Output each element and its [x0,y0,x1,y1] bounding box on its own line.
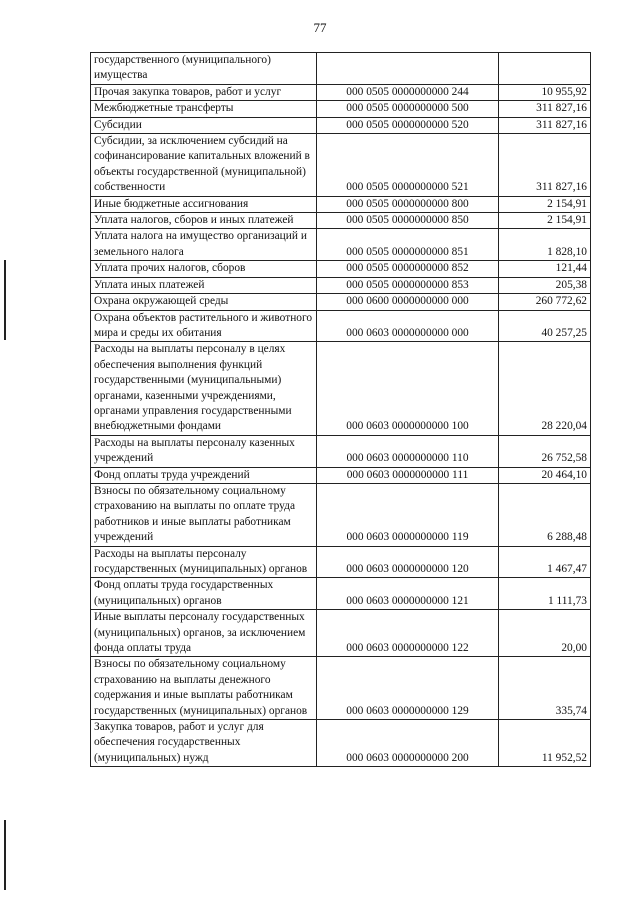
row-code: 000 0603 0000000000 000 [317,310,499,342]
row-name: Расходы на выплаты персоналу государственных (муниципальных) органов [91,546,317,578]
row-code: 000 0603 0000000000 200 [317,720,499,767]
row-code: 000 0505 0000000000 852 [317,261,499,277]
table-row [91,720,591,767]
table-row [91,53,591,85]
table-row [91,84,591,100]
row-name: Иные выплаты персоналу государственных (муниципальных) органов, за исключением фонда оплаты труда [91,610,317,657]
row-sum [499,53,591,85]
row-sum: 1 467,47 [499,546,591,578]
table-row [91,196,591,212]
page-number: 77 [313,20,327,35]
row-sum: 10 955,92 [499,84,591,100]
table-row [91,213,591,229]
row-name: Субсидии, за исключением субсидий на софинансирование капитальных вложений в объекты государственной (муниципальной) собственности [91,134,317,197]
scan-edge-mark [4,260,6,340]
table-row [91,261,591,277]
row-sum: 2 154,91 [499,196,591,212]
row-code: 000 0603 0000000000 110 [317,435,499,467]
row-code: 000 0603 0000000000 119 [317,483,499,546]
row-code: 000 0603 0000000000 120 [317,546,499,578]
row-name: Закупка товаров, работ и услуг для обеспечения государственных (муниципальных) нужд [91,720,317,767]
row-sum: 335,74 [499,657,591,720]
row-code: 000 0505 0000000000 520 [317,117,499,133]
row-code: 000 0603 0000000000 122 [317,610,499,657]
row-code: 000 0603 0000000000 100 [317,342,499,435]
table-row [91,117,591,133]
row-sum: 311 827,16 [499,101,591,117]
table-row [91,467,591,483]
row-name: Фонд оплаты труда учреждений [91,467,317,483]
row-name: Субсидии [91,117,317,133]
row-sum: 20 464,10 [499,467,591,483]
table-row [91,277,591,293]
table-row [91,483,591,546]
row-code: 000 0505 0000000000 521 [317,134,499,197]
row-code: 000 0600 0000000000 000 [317,294,499,310]
budget-table [90,52,591,767]
row-sum: 311 827,16 [499,134,591,197]
row-name: Расходы на выплаты персоналу в целях обеспечения выполнения функций государственными (муниципальными) органами, казенными учреждениями, органами управления государственными внебюджетными фондами [91,342,317,435]
row-name: Фонд оплаты труда государственных (муниципальных) органов [91,578,317,610]
row-sum: 311 827,16 [499,117,591,133]
row-sum: 1 828,10 [499,229,591,261]
row-code: 000 0505 0000000000 850 [317,213,499,229]
table-row [91,610,591,657]
row-code: 000 0603 0000000000 129 [317,657,499,720]
row-sum: 28 220,04 [499,342,591,435]
table-row [91,134,591,197]
row-name: Взносы по обязательному социальному страхованию на выплаты денежного содержания и иные выплаты работникам государственных (муниципальных) органов [91,657,317,720]
row-sum: 2 154,91 [499,213,591,229]
row-name: Прочая закупка товаров, работ и услуг [91,84,317,100]
row-sum: 20,00 [499,610,591,657]
table-row [91,435,591,467]
row-code: 000 0505 0000000000 851 [317,229,499,261]
row-name: Расходы на выплаты персоналу казенных учреждений [91,435,317,467]
table-row [91,229,591,261]
row-name: Уплата налогов, сборов и иных платежей [91,213,317,229]
row-name: Охрана окружающей среды [91,294,317,310]
row-name: Межбюджетные трансферты [91,101,317,117]
scan-edge-mark [4,820,6,890]
table-row [91,342,591,435]
row-code: 000 0505 0000000000 800 [317,196,499,212]
row-sum: 260 772,62 [499,294,591,310]
row-code: 000 0603 0000000000 111 [317,467,499,483]
row-name: Взносы по обязательному социальному страхованию на выплаты по оплате труда работников и иные выплаты работникам учреждений [91,483,317,546]
row-name: Охрана объектов растительного и животного мира и среды их обитания [91,310,317,342]
row-code: 000 0603 0000000000 121 [317,578,499,610]
row-code: 000 0505 0000000000 853 [317,277,499,293]
row-name: Уплата налога на имущество организаций и земельного налога [91,229,317,261]
row-sum: 40 257,25 [499,310,591,342]
row-sum: 205,38 [499,277,591,293]
table-row [91,294,591,310]
row-code [317,53,499,85]
row-sum: 1 111,73 [499,578,591,610]
row-sum: 6 288,48 [499,483,591,546]
row-code: 000 0505 0000000000 244 [317,84,499,100]
table-row [91,657,591,720]
table-row [91,101,591,117]
table-row [91,578,591,610]
table-row [91,310,591,342]
row-code: 000 0505 0000000000 500 [317,101,499,117]
row-name: Уплата иных платежей [91,277,317,293]
row-sum: 121,44 [499,261,591,277]
row-name: государственного (муниципального) имущества [91,53,317,85]
row-name: Иные бюджетные ассигнования [91,196,317,212]
row-sum: 26 752,58 [499,435,591,467]
table-row [91,546,591,578]
row-name: Уплата прочих налогов, сборов [91,261,317,277]
row-sum: 11 952,52 [499,720,591,767]
